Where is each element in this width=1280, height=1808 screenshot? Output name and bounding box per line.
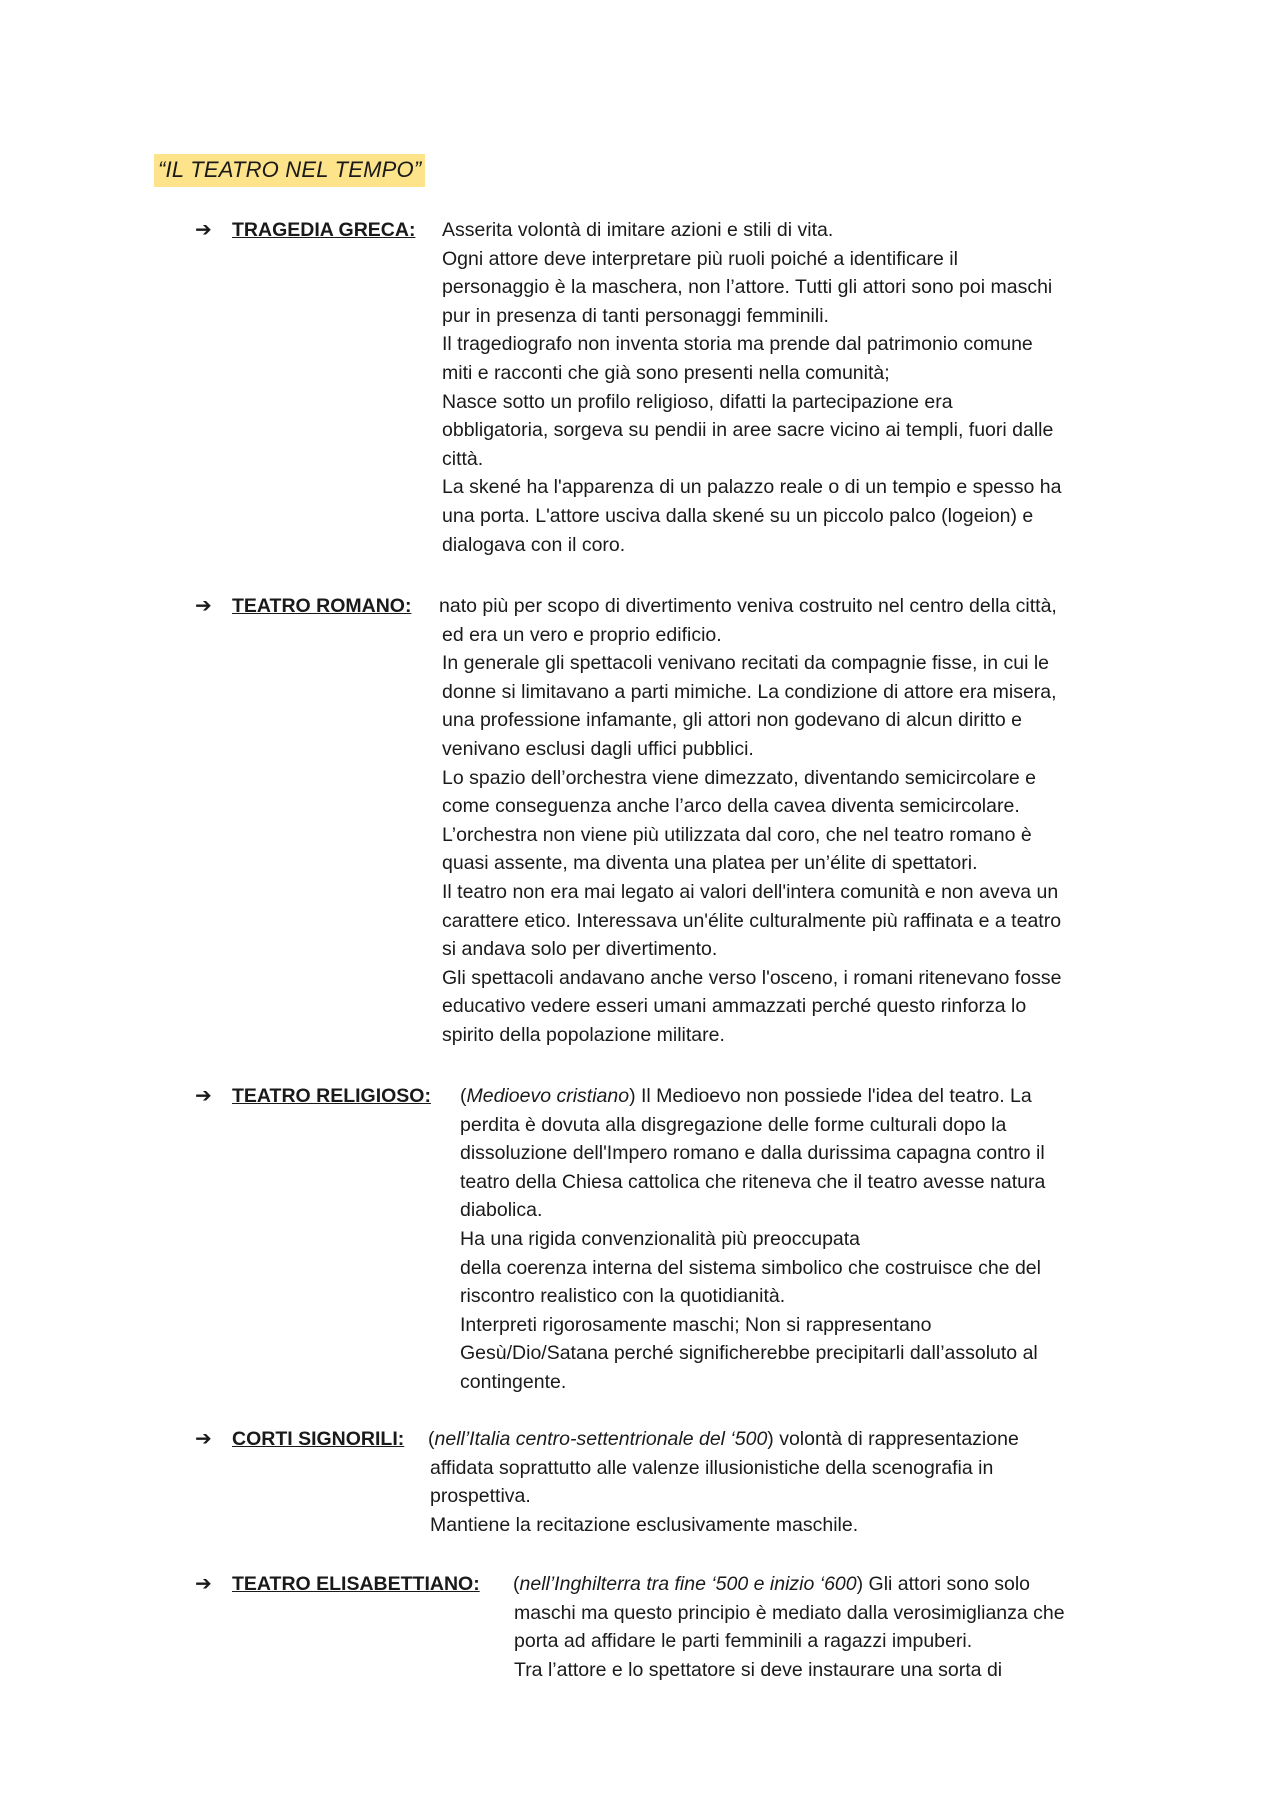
- page-title: “IL TEATRO NEL TEMPO”: [154, 154, 425, 187]
- paragraph-line: L’orchestra non viene più utilizzata dal coro, che nel teatro romano è: [442, 823, 1032, 846]
- paragraph-line: Lo spazio dell’orchestra viene dimezzato, diventando semicircolare e: [442, 766, 1036, 789]
- paragraph-line: come conseguenza anche l’arco della cavea diventa semicircolare.: [442, 795, 1020, 818]
- paragraph-line: [428, 1425, 1019, 1454]
- paragraph-line: Interpreti rigorosamente maschi; Non si rappresentano: [460, 1313, 932, 1336]
- paragraph-line: Mantiene la recitazione esclusivamente maschile.: [430, 1513, 859, 1536]
- paragraph-line: affidata soprattutto alle valenze illusionistiche della scenografia in: [430, 1456, 994, 1479]
- section-body: [514, 1599, 1065, 1685]
- paragraph-line: dissoluzione dell'Impero romano e dalla durissima capagna contro il: [460, 1142, 1045, 1165]
- paragraph-line: prospettiva.: [430, 1485, 531, 1508]
- paragraph-line: maschi ma questo principio è mediato dalla verosimiglianza che: [514, 1601, 1065, 1624]
- paragraph-line: miti e racconti che già sono presenti nella comunità;: [442, 361, 890, 384]
- paragraph-line: città.: [442, 447, 484, 470]
- section-first-line: [513, 1570, 1030, 1599]
- paragraph-line: dialogava con il coro.: [442, 533, 626, 556]
- section-body: [442, 621, 1061, 1050]
- paragraph-line: [513, 1570, 1030, 1599]
- paren-open: (: [460, 1085, 467, 1107]
- section-heading: TEATRO RELIGIOSO:: [232, 1085, 431, 1107]
- paragraph-line: perdita è dovuta alla disgregazione delle forme culturali dopo la: [460, 1113, 1007, 1136]
- paragraph-line: Asserita volontà di imitare azioni e stili di vita.: [442, 219, 834, 241]
- paren-open: (: [428, 1428, 435, 1450]
- paren-open: (: [513, 1573, 520, 1595]
- paragraph-line: Gesù/Dio/Satana perché significherebbe precipitarli dall’assoluto al: [460, 1342, 1038, 1365]
- arrow-icon: ➔: [195, 595, 212, 617]
- paragraph-line: [460, 1082, 1032, 1111]
- paragraph-line: educativo vedere esseri umani ammazzati perché questo rinforza lo: [442, 995, 1027, 1018]
- paragraph-line: quasi assente, ma diventa una platea per un’élite di spettatori.: [442, 852, 978, 875]
- paragraph-line: Tra l’attore e lo spettatore si deve instaurare una sorta di: [514, 1658, 1003, 1681]
- paragraph-line: Gli spettacoli andavano anche verso l'osceno, i romani ritenevano fosse: [442, 966, 1062, 989]
- paragraph-line: donne si limitavano a parti mimiche. La condizione di attore era misera,: [442, 680, 1057, 703]
- section-first-line: [439, 592, 1057, 621]
- paragraph-line: porta ad affidare le parti femminili a ragazzi impuberi.: [514, 1630, 973, 1653]
- paragraph-line: contingente.: [460, 1370, 567, 1393]
- paragraph-line: Nasce sotto un profilo religioso, difatti la partecipazione era: [442, 390, 953, 413]
- period-note: Medioevo cristiano: [466, 1085, 630, 1107]
- section-first-line: [442, 216, 833, 245]
- paragraph-line: La skené ha l'apparenza di un palazzo reale o di un tempio e spesso ha: [442, 476, 1062, 499]
- section-first-line: [428, 1425, 1019, 1454]
- paragraph-line: della coerenza interna del sistema simbolico che costruisce che del: [460, 1256, 1041, 1279]
- paragraph-line: riscontro realistico con la quotidianità.: [460, 1285, 786, 1308]
- arrow-icon: ➔: [195, 1085, 212, 1107]
- paragraph-line: ed era un vero e proprio edificio.: [442, 623, 722, 646]
- section-body: [460, 1111, 1045, 1397]
- paragraph-line: teatro della Chiesa cattolica che riteneva che il teatro avesse natura: [460, 1170, 1046, 1193]
- section-heading: TEATRO ROMANO:: [232, 595, 412, 617]
- section-heading: TRAGEDIA GRECA:: [232, 219, 416, 241]
- paragraph-line: Ha una rigida convenzionalità più preoccupata: [460, 1227, 861, 1250]
- first-line-text: ) volontà di rappresentazione: [767, 1428, 1019, 1450]
- paragraph-line: personaggio è la maschera, non l’attore. Tutti gli attori sono poi maschi: [442, 276, 1053, 299]
- paragraph-line: spirito della popolazione militare.: [442, 1023, 725, 1046]
- paragraph-line: Ogni attore deve interpretare più ruoli poiché a identificare il: [442, 247, 958, 270]
- arrow-icon: ➔: [195, 1428, 212, 1450]
- paragraph-line: diabolica.: [460, 1199, 543, 1222]
- paragraph-line: nato più per scopo di divertimento veniva costruito nel centro della città,: [439, 595, 1057, 617]
- paragraph-line: carattere etico. Interessava un'élite culturalmente più raffinata e a teatro: [442, 909, 1062, 932]
- paragraph-line: una porta. L'attore usciva dalla skené su un piccolo palco (logeion) e: [442, 504, 1034, 527]
- arrow-icon: ➔: [195, 219, 212, 241]
- period-note: nell’Italia centro-settentrionale del ‘500: [434, 1428, 768, 1450]
- arrow-icon: ➔: [195, 1573, 212, 1595]
- section-heading: TEATRO ELISABETTIANO:: [232, 1573, 480, 1595]
- paragraph-line: pur in presenza di tanti personaggi femminili.: [442, 304, 829, 327]
- first-line-text: ) Gli attori sono solo: [856, 1573, 1031, 1595]
- paragraph-line: una professione infamante, gli attori non godevano di alcun diritto e: [442, 709, 1022, 732]
- paragraph-line: venivano esclusi dagli uffici pubblici.: [442, 737, 754, 760]
- paragraph-line: In generale gli spettacoli venivano recitati da compagnie fisse, in cui le: [442, 652, 1050, 675]
- paragraph-line: obbligatoria, sorgeva su pendii in aree sacre vicino ai templi, fuori dalle: [442, 419, 1054, 442]
- section-body: [430, 1454, 993, 1540]
- first-line-text: ) Il Medioevo non possiede l'idea del teatro. La: [629, 1085, 1032, 1107]
- paragraph-line: Il teatro non era mai legato ai valori dell'intera comunità e non aveva un: [442, 880, 1059, 903]
- paragraph-line: Il tragediografo non inventa storia ma prende dal patrimonio comune: [442, 333, 1033, 356]
- paragraph-line: si andava solo per divertimento.: [442, 938, 718, 961]
- section-body: [442, 245, 1061, 560]
- period-note: nell’Inghilterra tra fine ‘500 e inizio ‘600: [519, 1573, 857, 1595]
- section-heading: CORTI SIGNORILI:: [232, 1428, 405, 1450]
- section-first-line: [460, 1082, 1032, 1111]
